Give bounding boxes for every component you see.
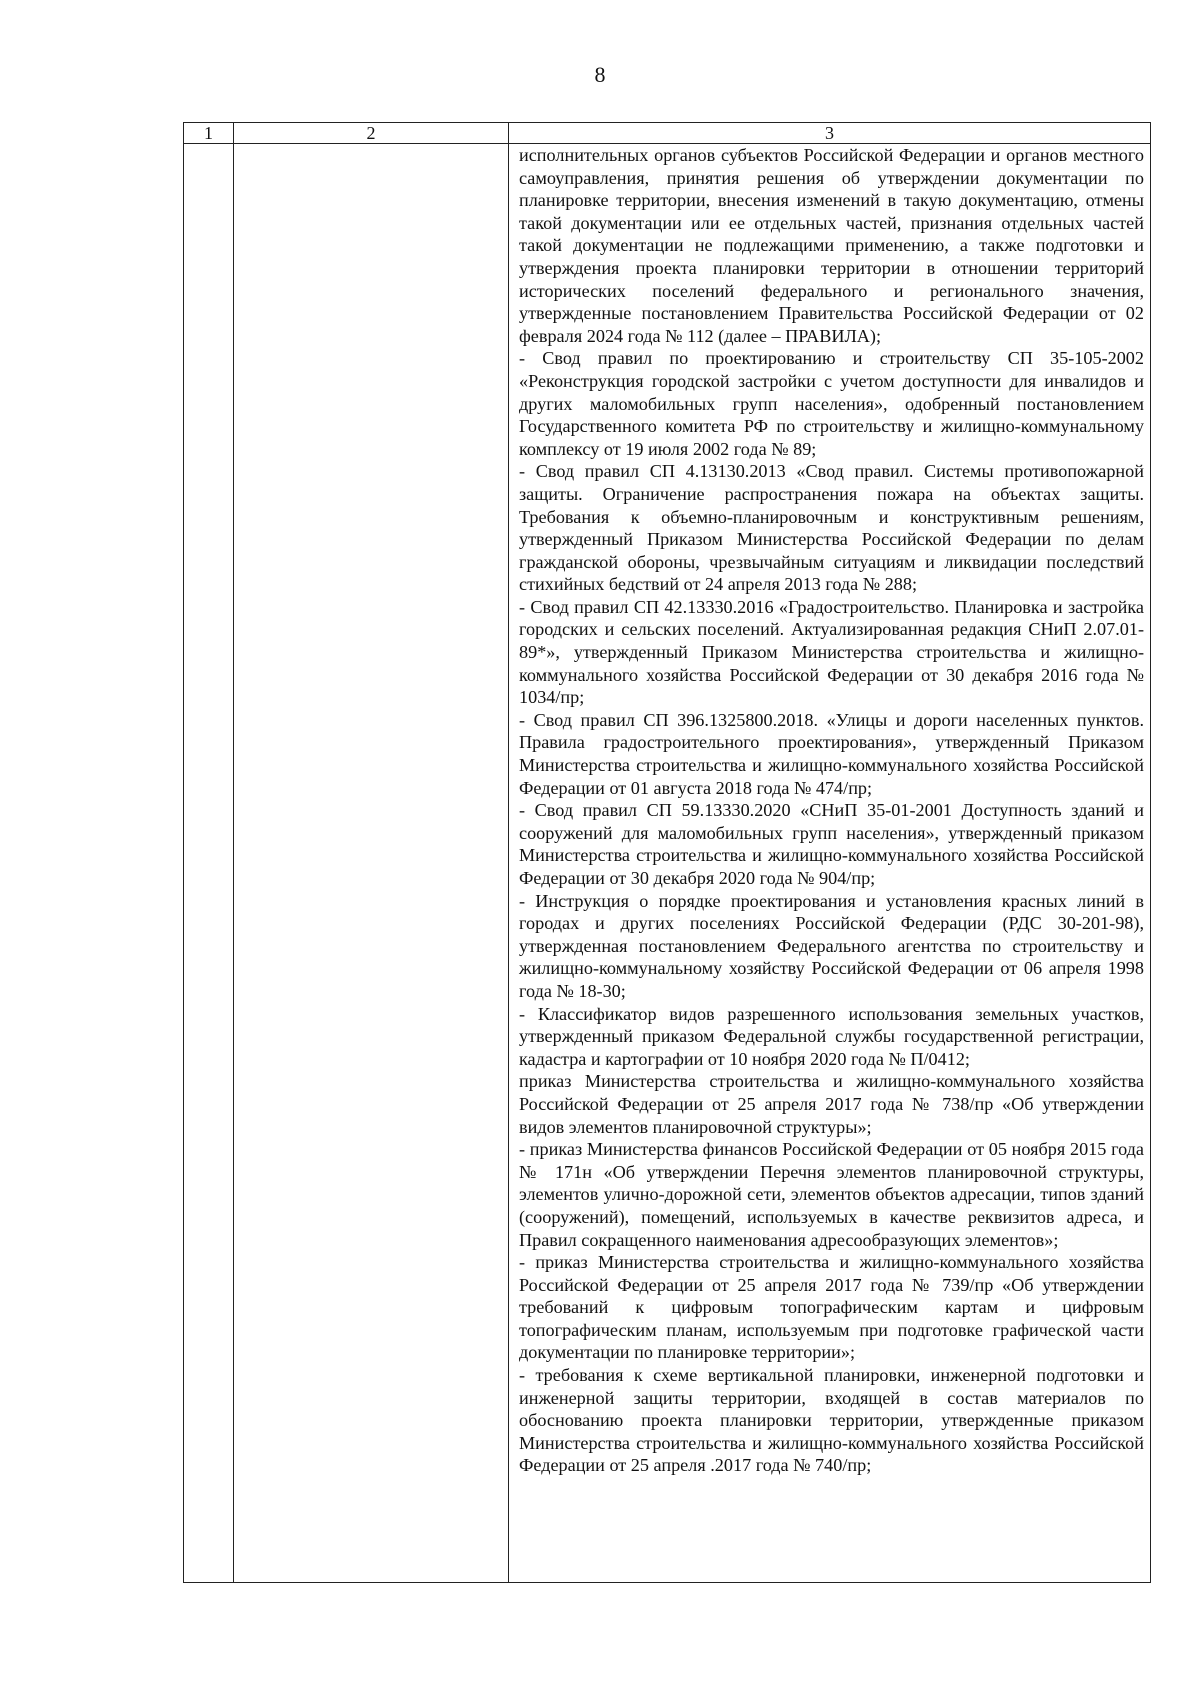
paragraph: - Инструкция о порядке проектирования и установления красных линий в городах и других поселениях Российской Федерации (РДС 30-201-98), утвержденная постановлением Федерального агентства по строительству и жилищно-коммунальному хозяйству Российской Федерации от 06 апреля 1998 года № 18-30; [519, 890, 1144, 1001]
table-header-row [184, 123, 1151, 144]
paragraph: - Свод правил СП 4.13130.2013 «Свод правил. Системы противопожарной защиты. Ограничение распространения пожара на объектах защиты. Требования к объемно-планировочным и конструктивным решениям, утвержденный Приказом Министерства Российской Федерации по делам гражданской обороны, чрезвычайным ситуациям и ликвидации последствий стихийных бедствий от 24 апреля 2013 года № 288; [519, 461, 1144, 595]
paragraph: - Свод правил СП 396.1325800.2018. «Улицы и дороги населенных пунктов. Правила градостроительного проектирования», утвержденный Приказом Министерства строительства и жилищно-коммунального хозяйства Российской Федерации от 01 августа 2018 года № 474/пр; [519, 709, 1144, 798]
column-2-cell [234, 144, 509, 1583]
table-row [184, 144, 1151, 1583]
paragraph: - приказ Министерства строительства и жилищно-коммунального хозяйства Российской Федерации от 25 апреля 2017 года № 739/пр «Об утверждении требований к цифровым топографическим картам и цифровым топографическим планам, используемым при подготовке графической части документации по планировке территории»; [519, 1252, 1144, 1363]
paragraph: приказ Министерства строительства и жилищно-коммунального хозяйства Российской Федерации от 25 апреля 2017 года № 738/пр «Об утверждении видов элементов планировочной структуры»; [519, 1071, 1144, 1137]
column-header-1: 1 [184, 123, 234, 144]
paragraph: - Классификатор видов разрешенного использования земельных участков, утвержденный приказом Федеральной службы государственной регистрации, кадастра и картографии от 10 ноября 2020 года № П/0412; [519, 1003, 1144, 1069]
paragraph: - приказ Министерства финансов Российской Федерации от 05 ноября 2015 года № 171н «Об утверждении Перечня элементов планировочной структуры, элементов улично-дорожной сети, элементов объектов адресации, типов зданий (сооружений), помещений, используемых в качестве реквизитов адреса, и Правил сокращенного наименования адресообразующих элементов»; [519, 1139, 1144, 1250]
column-header-2: 2 [234, 123, 509, 144]
column-header-3: 3 [509, 123, 1151, 144]
column-3-cell [509, 144, 1151, 1583]
column-1-cell [184, 144, 234, 1583]
paragraph: - Свод правил СП 42.13330.2016 «Градостроительство. Планировка и застройка городских и сельских поселений. Актуализированная редакция СНиП 2.07.01-89*», утвержденный Приказом Министерства строительства и жилищно-коммунального хозяйства Российской Федерации от 30 декабря 2016 года № 1034/пр; [519, 596, 1144, 708]
paragraph: - Свод правил по проектированию и строительству СП 35-105-2002 «Реконструкция городской застройки с учетом доступности для инвалидов и других маломобильных групп населения», одобренный постановлением Государственного комитета РФ по строительству и жилищно-коммунальному комплексу от 19 июля 2002 года № 89; [519, 348, 1144, 459]
page-number: 8 [594, 62, 606, 87]
paragraph: исполнительных органов субъектов Российской Федерации и органов местного самоуправления, принятия решения об утверждении документации по планировке территории, внесения изменений в такую документацию, отмены такой документации или ее отдельных частей, признания отдельных частей такой документации не подлежащими применению, а также подготовки и утверждения проекта планировки территории в отношении территорий исторических поселений федерального и регионального значения, утвержденные постановлением Правительства Российской Федерации от 02 февраля 2024 года № 112 (далее – ПРАВИЛА); [519, 145, 1144, 346]
document-table [183, 122, 1151, 1583]
paragraph: - требования к схеме вертикальной планировки, инженерной подготовки и инженерной защиты территории, входящей в состав материалов по обоснованию проекта планировки территории, утвержденные приказом Министерства строительства и жилищно-коммунального хозяйства Российской Федерации от 25 апреля .2017 года № 740/пр; [519, 1365, 1144, 1476]
paragraph: - Свод правил СП 59.13330.2020 «СНиП 35-01-2001 Доступность зданий и сооружений для маломобильных групп населения», утвержденный приказом Министерства строительства и жилищно-коммунального хозяйства Российской Федерации от 30 декабря 2020 года № 904/пр; [519, 800, 1144, 888]
regulations-list [509, 144, 1150, 1477]
